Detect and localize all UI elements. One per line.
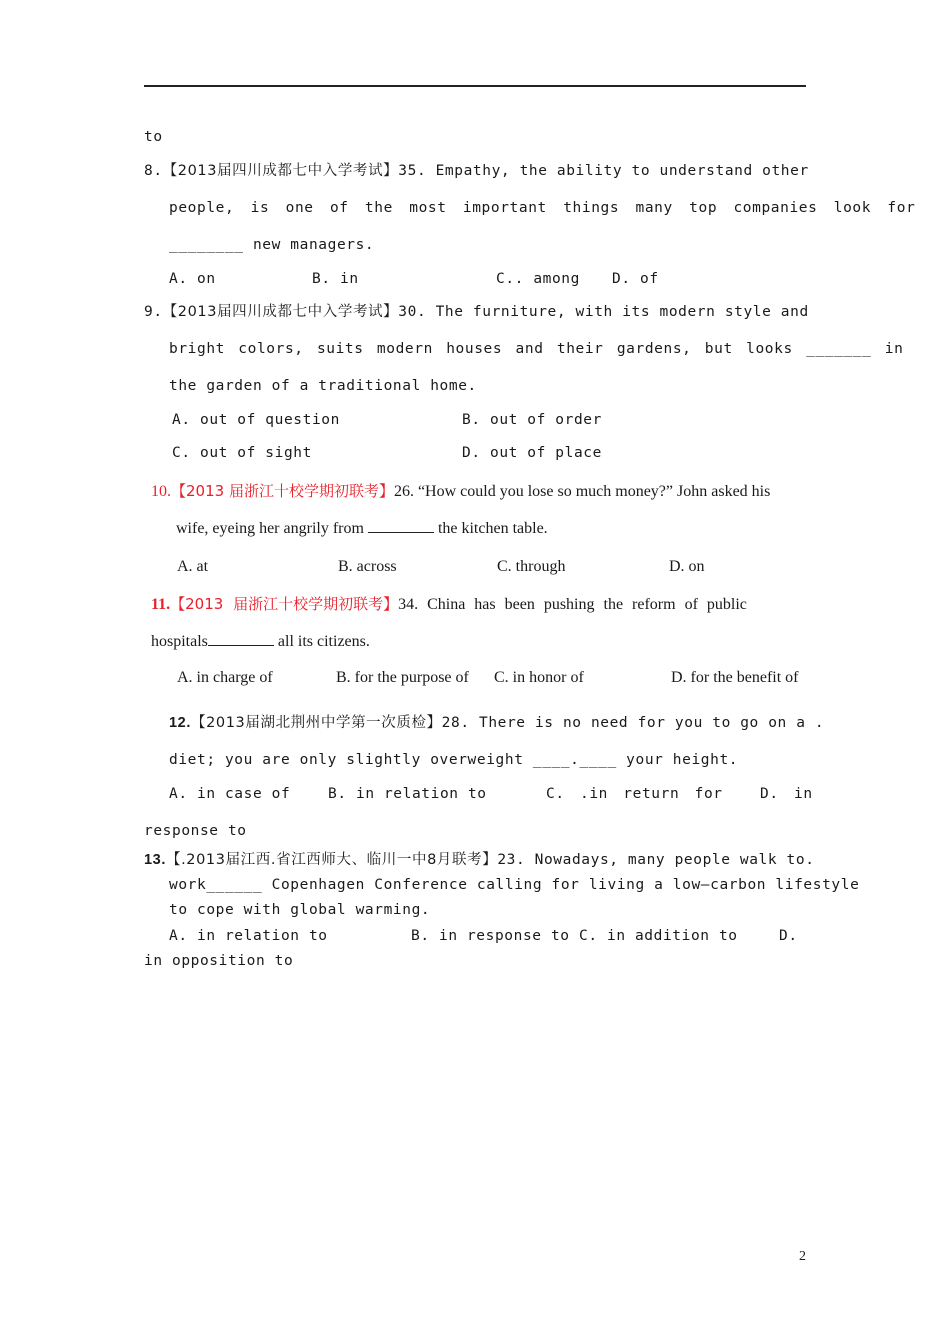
question-13-line-2: work______ Copenhagen Conference calling for living a low—carbon lifestyle	[169, 877, 860, 893]
option-c: C. in honor of	[494, 669, 584, 686]
option-b: B. in	[312, 271, 359, 287]
question-12-line-1	[169, 714, 824, 732]
option-c: C. in addition to	[579, 928, 738, 944]
option-c: C. out of sight	[172, 445, 312, 461]
option-d-continued: in opposition to	[144, 953, 294, 969]
question-source: 【2013 届浙江十校学期初联考】	[171, 482, 394, 500]
answer-blank	[208, 632, 274, 646]
answer-blank	[368, 519, 434, 533]
option-b: B. in relation to	[328, 786, 487, 802]
question-9-line-2: bright colors, suits modern houses and their gardens, but looks _______ in	[169, 341, 904, 357]
option-b: B. in response to	[411, 928, 570, 944]
option-a: A. in relation to	[169, 928, 328, 944]
question-source: 【.2013届江西.省江西师大、临川一中8月联考】	[165, 852, 498, 868]
question-number: 13.	[144, 852, 166, 868]
question-source: 【2013届四川成都七中入学考试】	[162, 304, 399, 320]
option-b: B. out of order	[462, 412, 602, 428]
option-a: A. on	[169, 271, 216, 287]
question-number: 10.	[151, 483, 171, 500]
question-stem: 30. The furniture, with its modern style and	[398, 304, 809, 320]
option-d: D.	[779, 928, 798, 944]
continuation-text: to	[144, 129, 163, 145]
question-stem: 26. “How could you lose so much money?” John asked his	[393, 483, 771, 500]
question-number: 12.	[169, 715, 191, 731]
question-10-line-2: wife, eyeing her angrily from the kitchen table.	[176, 520, 548, 537]
option-d: D. out of place	[462, 445, 602, 461]
page-number: 2	[799, 1249, 806, 1264]
question-8-line-2: people, is one of the most important things many top companies look for	[169, 200, 916, 216]
option-d-continued: response to	[144, 823, 247, 839]
option-a: A. in charge of	[177, 669, 273, 686]
option-d: D. of	[612, 271, 659, 287]
option-a: A. at	[177, 558, 209, 575]
question-8-line-1	[144, 162, 809, 180]
question-source: 【2013届四川成都七中入学考试】	[162, 163, 399, 179]
question-source: 【2013届湖北荆州中学第一次质检】	[190, 715, 442, 731]
question-stem: 35. Empathy, the ability to understand other	[398, 163, 809, 179]
option-b: B. across	[338, 558, 397, 575]
question-stem: 28. There is no need for you to go on a .	[441, 715, 825, 731]
question-number: 9.	[144, 304, 163, 320]
question-9-line-1	[144, 303, 809, 321]
option-d: D. on	[669, 558, 705, 575]
question-stem: 23. Nowadays, many people walk to.	[497, 852, 815, 868]
option-a: A. out of question	[172, 412, 340, 428]
question-number: 11.	[151, 596, 171, 613]
answer-blank: ________	[169, 237, 244, 253]
question-9-line-3: the garden of a traditional home.	[169, 378, 477, 394]
question-13-line-3: to cope with global warming.	[169, 902, 431, 918]
question-8-line-3: ________ new managers.	[169, 237, 375, 253]
answer-blank: _______	[806, 341, 872, 357]
question-11-line-1	[151, 595, 747, 614]
option-c: C. .in return for	[546, 786, 723, 802]
option-d: D. for the benefit of	[671, 669, 799, 686]
option-c: C. through	[497, 558, 566, 575]
option-c: C.. among	[496, 271, 580, 287]
question-12-line-2: diet; you are only slightly overweight ____.____ your height.	[169, 752, 739, 768]
question-source: 【2013 届浙江十校学期初联考】	[170, 595, 399, 613]
option-d: D. in	[760, 786, 813, 802]
option-a: A. in case of	[169, 786, 291, 802]
question-10-line-1	[151, 482, 770, 501]
question-13-line-1	[144, 851, 815, 869]
header-rule	[144, 85, 806, 87]
question-stem: 34. China has been pushing the reform of public	[398, 596, 747, 613]
option-b: B. for the purpose of	[336, 669, 469, 686]
question-11-line-2: hospitals all its citizens.	[151, 633, 370, 650]
question-number: 8.	[144, 163, 163, 179]
